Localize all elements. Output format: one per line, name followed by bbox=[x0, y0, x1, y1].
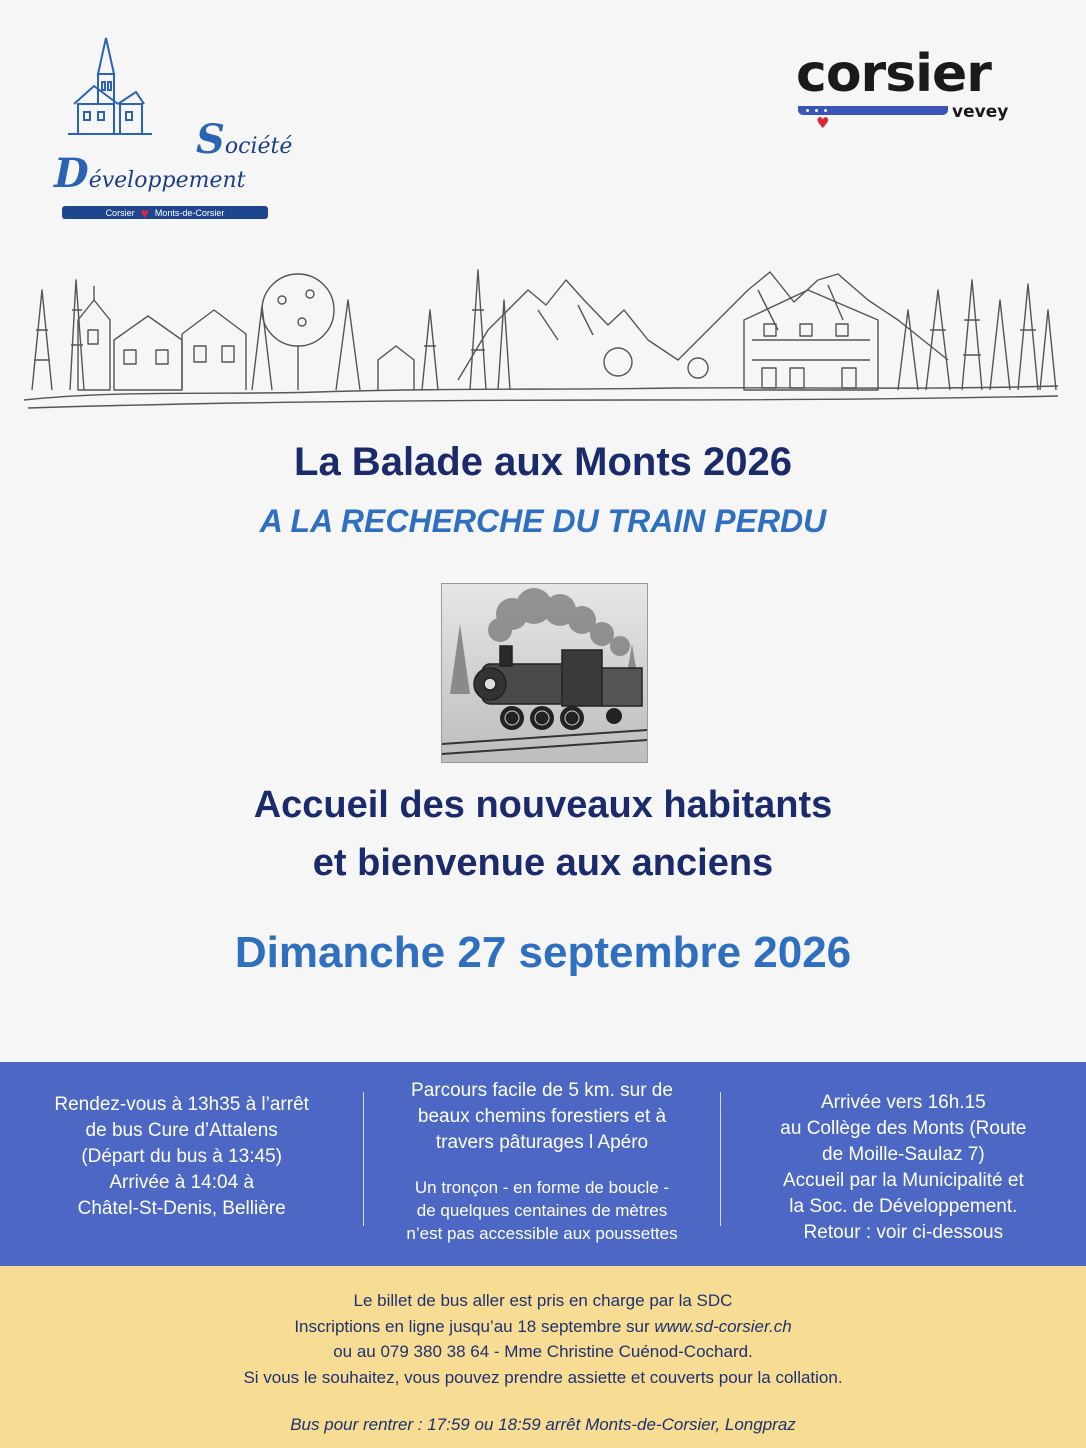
info-line: de Moille-Saulaz 7) bbox=[822, 1144, 985, 1165]
info-line: beaux chemins forestiers et à bbox=[417, 1106, 667, 1127]
sdc-logo-line1: Société bbox=[196, 116, 293, 163]
heart-icon: ♥ bbox=[816, 114, 830, 132]
sdc-logo-band: Corsier ♥ Monts-de-Corsier bbox=[62, 206, 268, 219]
info-line: travers pâturages l Apéro bbox=[435, 1132, 649, 1153]
info-line: de bus Cure d’Attalens bbox=[85, 1120, 278, 1141]
info-line: Arrivée vers 16h.15 bbox=[820, 1092, 986, 1113]
corsier-logo-word: corsier bbox=[796, 44, 991, 104]
notice-line: Inscriptions en ligne jusqu’au 18 septembre sur www.sd-corsier.ch bbox=[294, 1316, 792, 1336]
welcome-line1: Accueil des nouveaux habitants bbox=[253, 784, 833, 826]
info-line: Retour : voir ci-dessous bbox=[803, 1222, 1004, 1243]
corsier-vevey-logo bbox=[796, 44, 1036, 140]
info-line: Arrivée à 14:04 à bbox=[109, 1172, 255, 1193]
info-column-route bbox=[364, 1062, 719, 1266]
sdc-logo bbox=[44, 34, 293, 221]
info-line: n’est pas accessible aux poussettes bbox=[406, 1224, 678, 1243]
notice-line: Le billet de bus aller est pris en charge par la SDC bbox=[353, 1291, 733, 1310]
event-date: Dimanche 27 septembre 2026 bbox=[234, 928, 852, 977]
info-band bbox=[0, 1062, 1086, 1266]
info-line: au Collège des Monts (Route bbox=[780, 1118, 1027, 1139]
village-mountain-sketch bbox=[18, 250, 1068, 420]
return-bus-info: Bus pour rentrer : 17:59 ou 18:59 arrêt Monts-de-Corsier, Longpraz bbox=[290, 1415, 796, 1434]
website-link[interactable]: www.sd-corsier.ch bbox=[654, 1316, 792, 1336]
info-line: de quelques centaines de mètres bbox=[416, 1201, 668, 1220]
welcome-text bbox=[0, 776, 1086, 892]
route-note bbox=[364, 1176, 719, 1245]
info-column-meeting bbox=[0, 1062, 363, 1266]
notice-line: ou au 079 380 38 64 - Mme Christine Cuénod-Cochard. bbox=[333, 1342, 753, 1361]
welcome-line2: et bienvenue aux anciens bbox=[312, 842, 774, 884]
village-church-icon bbox=[44, 34, 174, 164]
info-line: Accueil par la Municipalité et bbox=[782, 1170, 1024, 1191]
corsier-logo-sub: vevey bbox=[952, 102, 1009, 122]
info-column-arrival bbox=[721, 1062, 1086, 1266]
info-line: Parcours facile de 5 km. sur de bbox=[411, 1080, 673, 1101]
info-line: Rendez-vous à 13h35 à l’arrêt bbox=[54, 1094, 309, 1115]
steam-train-drawing bbox=[441, 583, 648, 763]
event-subtitle: A LA RECHERCHE DU TRAIN PERDU bbox=[259, 503, 827, 539]
heart-icon: ♥ bbox=[140, 204, 149, 221]
sdc-logo-line2: Développement bbox=[54, 150, 246, 197]
info-line: la Soc. de Développement. bbox=[789, 1196, 1018, 1217]
event-title: La Balade aux Monts 2026 bbox=[294, 440, 792, 484]
info-line: Un tronçon - en forme de boucle - bbox=[414, 1178, 670, 1197]
notice-band bbox=[0, 1266, 1086, 1448]
notice-line: Si vous le souhaitez, vous pouvez prendre assiette et couverts pour la collation. bbox=[243, 1367, 843, 1387]
info-line: (Départ du bus à 13:45) bbox=[81, 1146, 282, 1167]
info-line: Châtel-St-Denis, Bellière bbox=[77, 1198, 286, 1219]
